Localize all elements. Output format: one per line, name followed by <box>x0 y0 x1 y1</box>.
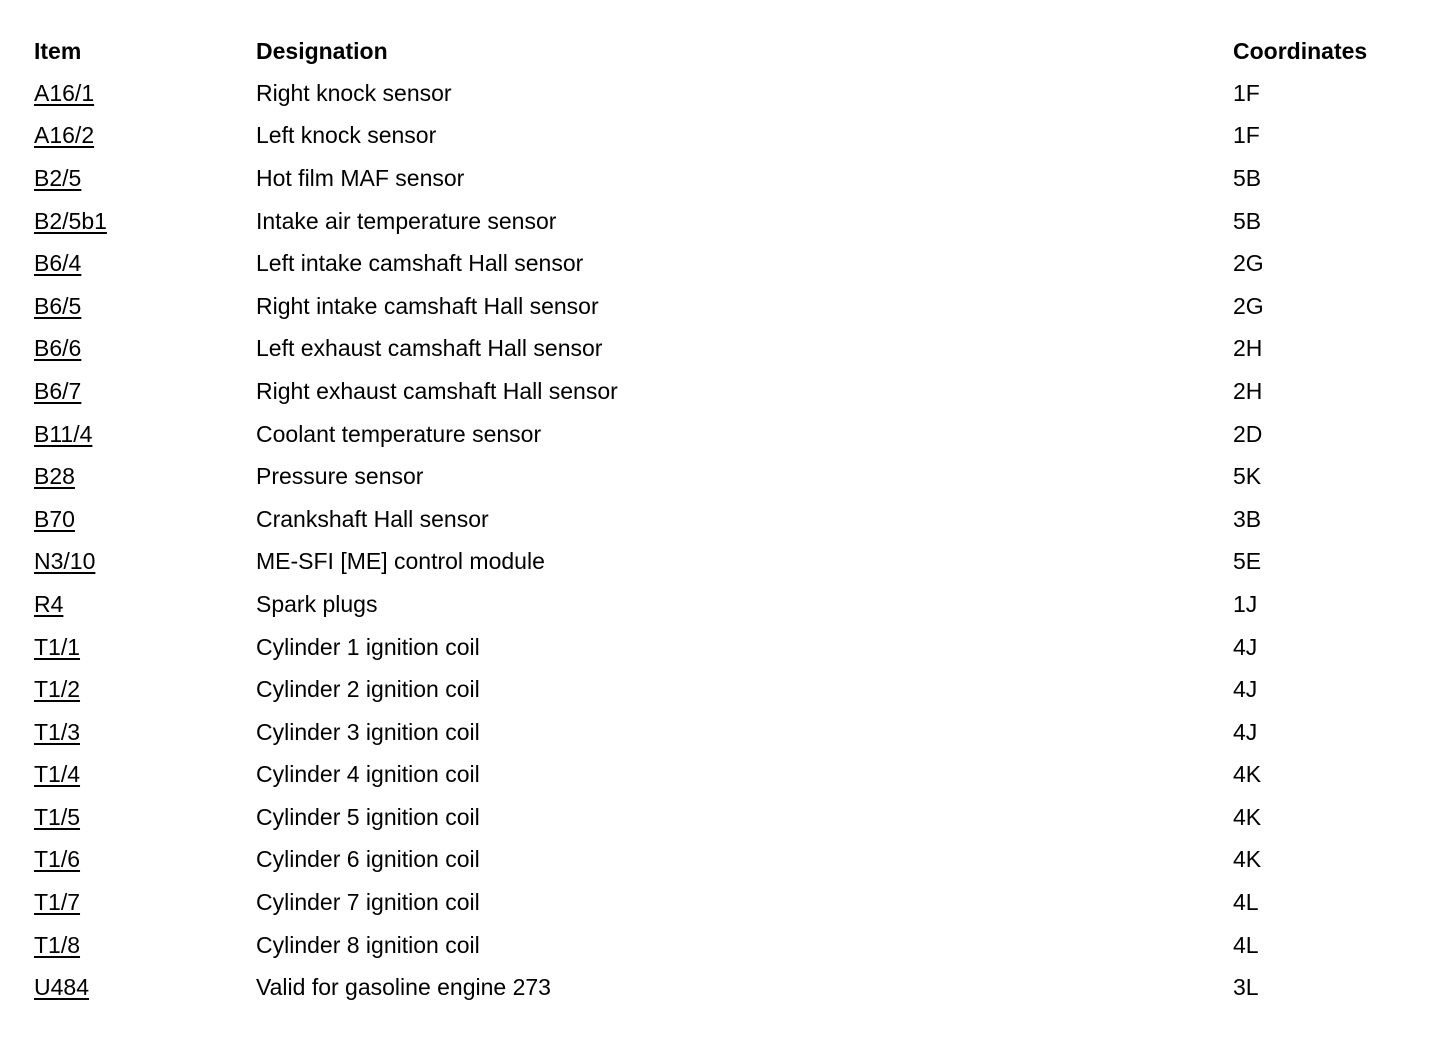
table-row <box>34 668 1414 711</box>
designation-cell: Intake air temperature sensor <box>256 207 557 234</box>
designation-cell: Pressure sensor <box>256 463 424 490</box>
designation-cell: Hot film MAF sensor <box>256 164 465 191</box>
table-row <box>34 72 1414 115</box>
item-link[interactable]: B6/6 <box>34 335 82 362</box>
coordinates-cell: 4K <box>1233 803 1262 830</box>
item-link[interactable]: T1/8 <box>34 931 81 958</box>
item-link[interactable]: U484 <box>34 974 89 1001</box>
coordinates-cell: 2H <box>1233 335 1263 362</box>
item-cell <box>34 804 256 831</box>
item-cell <box>34 463 256 490</box>
item-cell <box>34 889 256 916</box>
designation-cell: Cylinder 5 ignition coil <box>256 803 480 830</box>
item-link[interactable]: B2/5 <box>34 164 82 191</box>
coordinates-cell: 1F <box>1233 122 1260 149</box>
coordinates-cell: 5K <box>1233 463 1262 490</box>
item-link[interactable]: B70 <box>34 505 75 532</box>
coordinates-cell: 2G <box>1233 250 1264 277</box>
item-link[interactable]: B2/5b1 <box>34 207 107 234</box>
designation-cell: Left knock sensor <box>256 122 437 149</box>
coordinates-cell: 2D <box>1233 420 1263 447</box>
item-link[interactable]: N3/10 <box>34 548 96 575</box>
item-cell <box>34 591 256 618</box>
designation-cell: Cylinder 8 ignition coil <box>256 931 480 958</box>
item-column-header: Item <box>34 37 82 64</box>
item-link[interactable]: A16/2 <box>34 122 95 149</box>
table-row <box>34 924 1414 967</box>
designation-cell: Right knock sensor <box>256 79 452 106</box>
coordinates-cell: 2G <box>1233 292 1264 319</box>
item-link[interactable]: T1/4 <box>34 761 81 788</box>
item-link[interactable]: B11/4 <box>34 420 93 447</box>
table-row <box>34 200 1414 243</box>
coordinates-cell: 1F <box>1233 79 1260 106</box>
item-cell <box>34 676 256 703</box>
designation-column-header: Designation <box>256 37 388 64</box>
coordinates-cell: 3B <box>1233 505 1262 532</box>
component-legend-table <box>34 30 1414 1009</box>
designation-cell: Cylinder 3 ignition coil <box>256 718 480 745</box>
item-cell <box>34 208 256 235</box>
table-row <box>34 796 1414 839</box>
designation-cell: Valid for gasoline engine 273 <box>256 974 551 1001</box>
item-cell <box>34 634 256 661</box>
item-link[interactable]: B28 <box>34 463 75 490</box>
item-cell <box>34 761 256 788</box>
table-row <box>34 157 1414 200</box>
coordinates-cell: 1J <box>1233 590 1258 617</box>
item-link[interactable]: R4 <box>34 590 64 617</box>
designation-cell: Crankshaft Hall sensor <box>256 505 489 532</box>
coordinates-cell: 4L <box>1233 889 1259 916</box>
designation-cell: Right intake camshaft Hall sensor <box>256 292 599 319</box>
table-row <box>34 966 1414 1009</box>
designation-cell: Cylinder 1 ignition coil <box>256 633 480 660</box>
designation-cell: Left intake camshaft Hall sensor <box>256 250 584 277</box>
coordinates-cell: 4J <box>1233 676 1258 703</box>
designation-cell: Cylinder 7 ignition coil <box>256 889 480 916</box>
designation-cell: Cylinder 4 ignition coil <box>256 761 480 788</box>
item-link[interactable]: B6/7 <box>34 377 82 404</box>
item-link[interactable]: T1/3 <box>34 718 81 745</box>
table-row <box>34 711 1414 754</box>
coordinates-column-header: Coordinates <box>1233 37 1368 64</box>
item-cell <box>34 378 256 405</box>
item-cell <box>34 932 256 959</box>
item-link[interactable]: T1/6 <box>34 846 81 873</box>
item-cell <box>34 846 256 873</box>
item-cell <box>34 719 256 746</box>
coordinates-cell: 4K <box>1233 846 1262 873</box>
designation-cell: Coolant temperature sensor <box>256 420 542 447</box>
table-row <box>34 242 1414 285</box>
coordinates-cell: 4K <box>1233 761 1262 788</box>
table-row <box>34 413 1414 456</box>
table-row <box>34 626 1414 669</box>
item-cell <box>34 293 256 320</box>
table-row <box>34 498 1414 541</box>
designation-cell: Cylinder 2 ignition coil <box>256 676 480 703</box>
coordinates-cell: 2H <box>1233 377 1263 404</box>
item-cell <box>34 122 256 149</box>
coordinates-cell: 5E <box>1233 548 1262 575</box>
item-cell <box>34 506 256 533</box>
item-link[interactable]: T1/2 <box>34 676 81 703</box>
item-cell <box>34 80 256 107</box>
item-cell <box>34 421 256 448</box>
designation-cell: Left exhaust camshaft Hall sensor <box>256 335 603 362</box>
item-cell <box>34 165 256 192</box>
table-header-row <box>34 30 1414 72</box>
item-link[interactable]: T1/1 <box>34 633 81 660</box>
coordinates-cell: 3L <box>1233 974 1259 1001</box>
coordinates-cell: 4J <box>1233 633 1258 660</box>
table-row <box>34 754 1414 797</box>
table-row <box>34 583 1414 626</box>
item-link[interactable]: B6/4 <box>34 250 82 277</box>
item-link[interactable]: A16/1 <box>34 79 95 106</box>
table-row <box>34 881 1414 924</box>
item-cell <box>34 335 256 362</box>
item-cell <box>34 974 256 1001</box>
coordinates-cell: 4J <box>1233 718 1258 745</box>
table-row <box>34 455 1414 498</box>
table-row <box>34 328 1414 371</box>
table-row <box>34 285 1414 328</box>
item-cell <box>34 250 256 277</box>
item-cell <box>34 548 256 575</box>
coordinates-cell: 5B <box>1233 207 1262 234</box>
table-row <box>34 370 1414 413</box>
item-link[interactable]: T1/7 <box>34 889 81 916</box>
item-link[interactable]: B6/5 <box>34 292 82 319</box>
table-body <box>34 72 1414 1009</box>
designation-cell: Cylinder 6 ignition coil <box>256 846 480 873</box>
table-row <box>34 839 1414 882</box>
designation-cell: Right exhaust camshaft Hall sensor <box>256 377 618 404</box>
designation-cell: Spark plugs <box>256 590 378 617</box>
coordinates-cell: 4L <box>1233 931 1259 958</box>
coordinates-cell: 5B <box>1233 164 1262 191</box>
item-link[interactable]: T1/5 <box>34 803 81 830</box>
designation-cell: ME-SFI [ME] control module <box>256 548 545 575</box>
table-row <box>34 115 1414 158</box>
table-row <box>34 541 1414 584</box>
